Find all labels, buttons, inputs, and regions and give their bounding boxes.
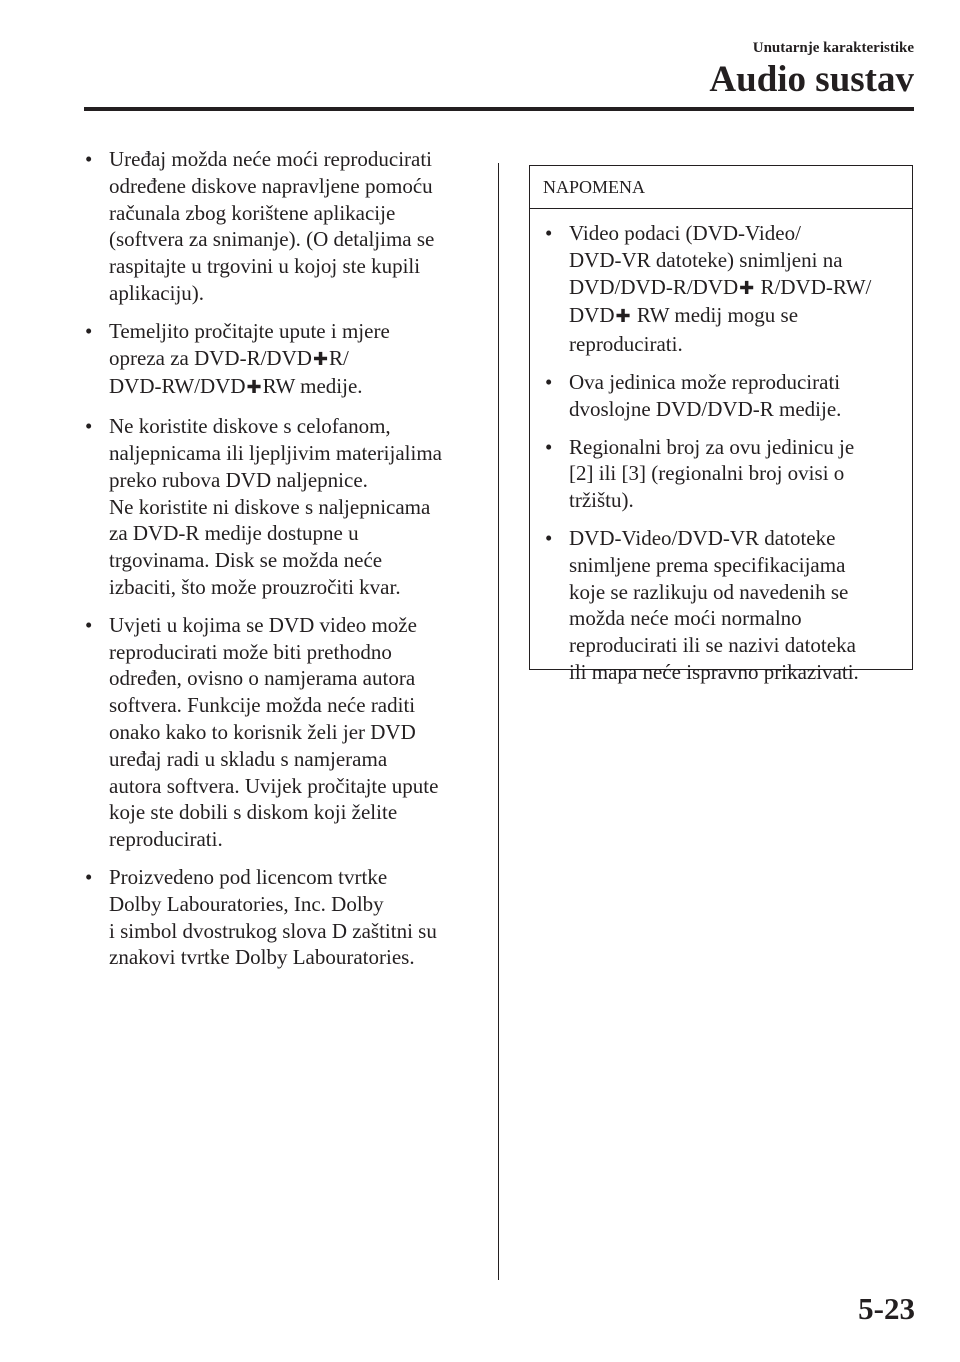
text-line: reproducirati može biti prethodno <box>109 639 392 664</box>
text-line: Ova jedinica može reproducirati <box>569 369 841 394</box>
plus-icon: ✚ <box>246 377 262 399</box>
text-line: za DVD-R medije dostupne u <box>109 521 359 546</box>
text-line: RW medije. <box>262 374 363 399</box>
bullet-icon: • <box>85 147 93 171</box>
text-line: i simbol dvostrukog slova D zaštitni su <box>109 918 437 943</box>
text-line: dvoslojne DVD/DVD-R medije. <box>569 396 842 421</box>
text-line: Proizvedeno pod licencom tvrtke <box>109 864 388 889</box>
list-item <box>85 864 481 971</box>
text-line: RW medij mogu se <box>636 303 799 328</box>
text-line: ili mapa neće ispravno prikazivati. <box>569 659 859 684</box>
text-line: opreza za DVD-R/DVD <box>109 345 312 370</box>
text-line: izbaciti, što može prouzročiti kvar. <box>109 574 401 599</box>
bullet-icon: • <box>85 864 93 889</box>
text-line: tržištu). <box>569 488 634 513</box>
bullet-icon: • <box>85 612 93 637</box>
text-line: preko rubova DVD naljepnice. <box>109 467 368 492</box>
text-line: reproducirati. <box>569 332 683 357</box>
text-line: Temeljito pročitajte upute i mjere <box>109 318 390 343</box>
page-title: Audio sustav <box>709 59 914 100</box>
text-line: DVD/DVD-R/DVD <box>569 274 739 299</box>
text-line: trgovinama. Disk se možda neće <box>109 548 383 573</box>
text-line: koje ste dobili s diskom koji želite <box>109 800 398 825</box>
section-label: Unutarnje karakteristike <box>752 40 914 56</box>
column-divider <box>498 163 499 1280</box>
text-line: reproducirati. <box>109 827 223 852</box>
left-column <box>85 146 481 982</box>
page-number: 5-23 <box>858 1291 915 1326</box>
text-line: Video podaci (DVD-Video/ <box>569 221 801 245</box>
list-item <box>85 413 481 601</box>
bullet-icon: • <box>85 414 93 439</box>
text-line: (softvera za snimanje). (O detaljima se <box>109 227 435 252</box>
list-item <box>545 220 902 358</box>
bullet-icon: • <box>545 369 553 394</box>
text-line: Ne koristite diskove s celofanom, <box>109 414 391 439</box>
plus-icon: ✚ <box>312 348 329 370</box>
text-line: uređaj radi u skladu s namjerama <box>109 746 388 771</box>
bullet-icon: • <box>545 221 553 245</box>
note-heading: NAPOMENA <box>530 166 912 209</box>
text-line: DVD-RW/DVD <box>109 374 246 399</box>
text-line: DVD-Video/DVD-VR datoteke <box>569 525 836 550</box>
text-line: koje se razlikuju od navedenih se <box>569 579 849 604</box>
note-body <box>530 209 912 686</box>
note-bullet-list <box>545 220 902 686</box>
text-line: naljepnicama ili ljepljivim materijalima <box>109 440 442 465</box>
text-line: onako kako to korisnik želi jer DVD <box>109 719 416 744</box>
list-item <box>85 612 481 853</box>
text-line: autora softvera. Uvijek pročitajte upute <box>109 773 439 798</box>
text-line: Dolby Labouratories, Inc. Dolby <box>109 891 384 916</box>
text-line: računala zbog korištene aplikacije <box>109 200 396 225</box>
text-line: određene diskove napravljene pomoću <box>109 173 433 198</box>
text-line: Uvjeti u kojima se DVD video može <box>109 612 417 637</box>
text-line: Ne koristite ni diskove s naljepnicama <box>109 494 431 519</box>
text-line: softvera. Funkcije možda neće raditi <box>109 693 416 718</box>
note-box <box>529 165 913 684</box>
plus-icon: ✚ <box>739 277 755 299</box>
list-item <box>85 146 481 307</box>
text-line: raspitajte u trgovini u kojoj ste kupili <box>109 254 421 279</box>
text-line: DVD-VR datoteke) snimljeni na <box>569 247 843 272</box>
bullet-icon: • <box>545 525 553 550</box>
text-line: DVD <box>569 303 615 328</box>
text-line: reproducirati ili se nazivi datoteka <box>569 633 856 658</box>
left-bullet-list <box>85 146 481 971</box>
header-rule <box>84 107 914 111</box>
list-item <box>545 525 902 686</box>
list-item <box>545 369 902 423</box>
text-line: možda neće moći normalno <box>569 606 802 631</box>
plus-icon: ✚ <box>615 306 631 328</box>
text-line: [2] ili [3] (regionalni broj ovisi o <box>569 461 845 486</box>
text-line: znakovi tvrtke Dolby Labouratories. <box>109 945 415 970</box>
text-line: Uređaj možda neće moći reproducirati <box>109 147 433 171</box>
bullet-icon: • <box>85 318 93 343</box>
text-line: R/DVD-RW/ <box>760 274 872 299</box>
text-line: Regionalni broj za ovu jedinicu je <box>569 434 855 459</box>
text-line: određen, ovisno o namjerama autora <box>109 666 416 691</box>
list-item <box>85 318 481 402</box>
text-line: aplikaciju). <box>109 280 205 305</box>
text-line: R/ <box>329 345 349 370</box>
bullet-icon: • <box>545 434 553 459</box>
list-item <box>545 434 902 514</box>
text-line: snimljene prema specifikacijama <box>569 552 846 577</box>
